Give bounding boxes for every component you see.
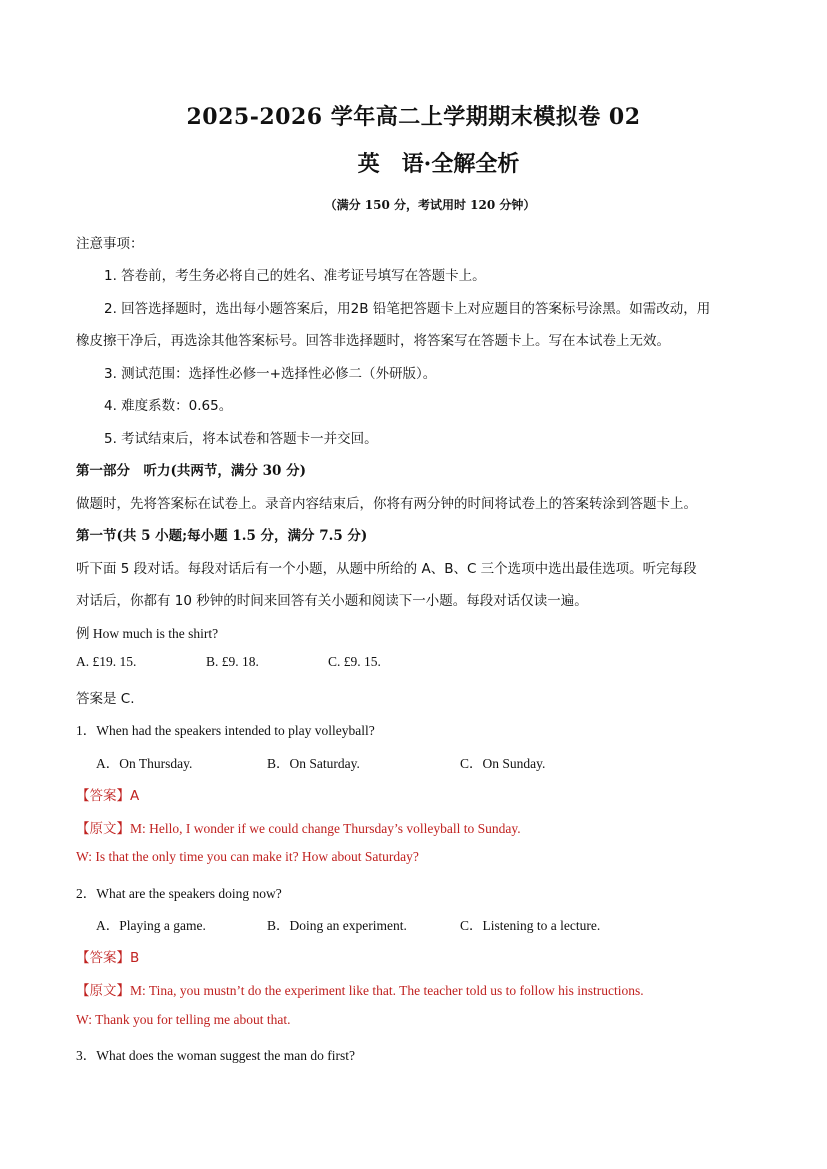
- example-answer: 答案是 C.: [76, 691, 135, 707]
- question-2-transcript-2: W: Thank you for telling me about that.: [76, 1012, 291, 1027]
- notice-item-3: 3. 测试范围：选择性必修一+选择性必修二（外研版）。: [104, 366, 437, 382]
- question-2-transcript-1: 【原文】M: Tina, you mustn’t do the experiment like that. The teacher told us to follow his instructions.: [76, 983, 644, 998]
- part1-heading: 第一部分 听力(共两节，满分 30 分): [76, 463, 306, 479]
- section1-instruction-2: 对话后，你都有 10 秒钟的时间来回答有关小题和阅读下一小题。每段对话仅读一遍。: [76, 593, 588, 609]
- notice-item-5: 5. 考试结束后，将本试卷和答题卡一并交回。: [104, 431, 378, 447]
- question-3-stem: 3．What does the woman suggest the man do first?: [76, 1048, 355, 1063]
- notice-heading: 注意事项：: [76, 236, 144, 252]
- page-title: 2025-2026 学年高二上学期期末模拟卷 02: [186, 104, 641, 130]
- question-1-answer: 【答案】A: [76, 788, 140, 804]
- notice-item-1: 1. 答卷前，考生务必将自己的姓名、准考证号填写在答题卡上。: [104, 268, 486, 284]
- subtitle-subject-b: 语·全解全析: [401, 151, 520, 177]
- section1-heading: 第一节(共 5 小题;每小题 1.5 分，满分 7.5 分): [76, 528, 368, 544]
- example-option-c: C. £9. 15.: [328, 654, 381, 669]
- example-question: 例 How much is the shirt?: [76, 626, 219, 641]
- notice-item-4: 4. 难度系数：0.65。: [104, 398, 233, 414]
- question-2-option-c: C．Listening to a lecture.: [460, 918, 601, 933]
- page-subtitle: [0, 147, 827, 178]
- question-1-option-c: C．On Sunday.: [460, 756, 546, 771]
- subtitle-subject-a: 英: [357, 151, 380, 177]
- question-1-option-a: A．On Thursday.: [96, 756, 193, 771]
- example-option-b: B. £9. 18.: [206, 654, 259, 669]
- exam-meta: （满分 150 分，考试用时 120 分钟）: [324, 198, 536, 212]
- question-2-answer: 【答案】B: [76, 950, 140, 966]
- question-2-option-b: B．Doing an experiment.: [267, 918, 407, 933]
- question-1-transcript-1: 【原文】M: Hello, I wonder if we could change Thursday’s volleyball to Sunday.: [76, 821, 521, 836]
- question-1-transcript-2: W: Is that the only time you can make it? How about Saturday?: [76, 849, 419, 864]
- section1-instruction-1: 听下面 5 段对话。每段对话后有一个小题，从题中所给的 A、B、C 三个选项中选出最佳选项。听完每段: [76, 561, 697, 577]
- question-2-stem: 2．What are the speakers doing now?: [76, 886, 282, 901]
- question-2-option-a: A．Playing a game.: [96, 918, 206, 933]
- notice-item-2-cont: 橡皮擦干净后，再选涂其他答案标号。回答非选择题时，将答案写在答题卡上。写在本试卷上无效。: [76, 333, 670, 349]
- question-1-option-b: B．On Saturday.: [267, 756, 360, 771]
- example-option-a: A. £19. 15.: [76, 654, 137, 669]
- question-1-stem: 1．When had the speakers intended to play volleyball?: [76, 723, 375, 738]
- part1-instruction: 做题时，先将答案标在试卷上。录音内容结束后，你将有两分钟的时间将试卷上的答案转涂到答题卡上。: [76, 496, 697, 512]
- notice-item-2: 2. 回答选择题时，选出每小题答案后，用2B 铅笔把答题卡上对应题目的答案标号涂黑。如需改动，用: [104, 301, 711, 317]
